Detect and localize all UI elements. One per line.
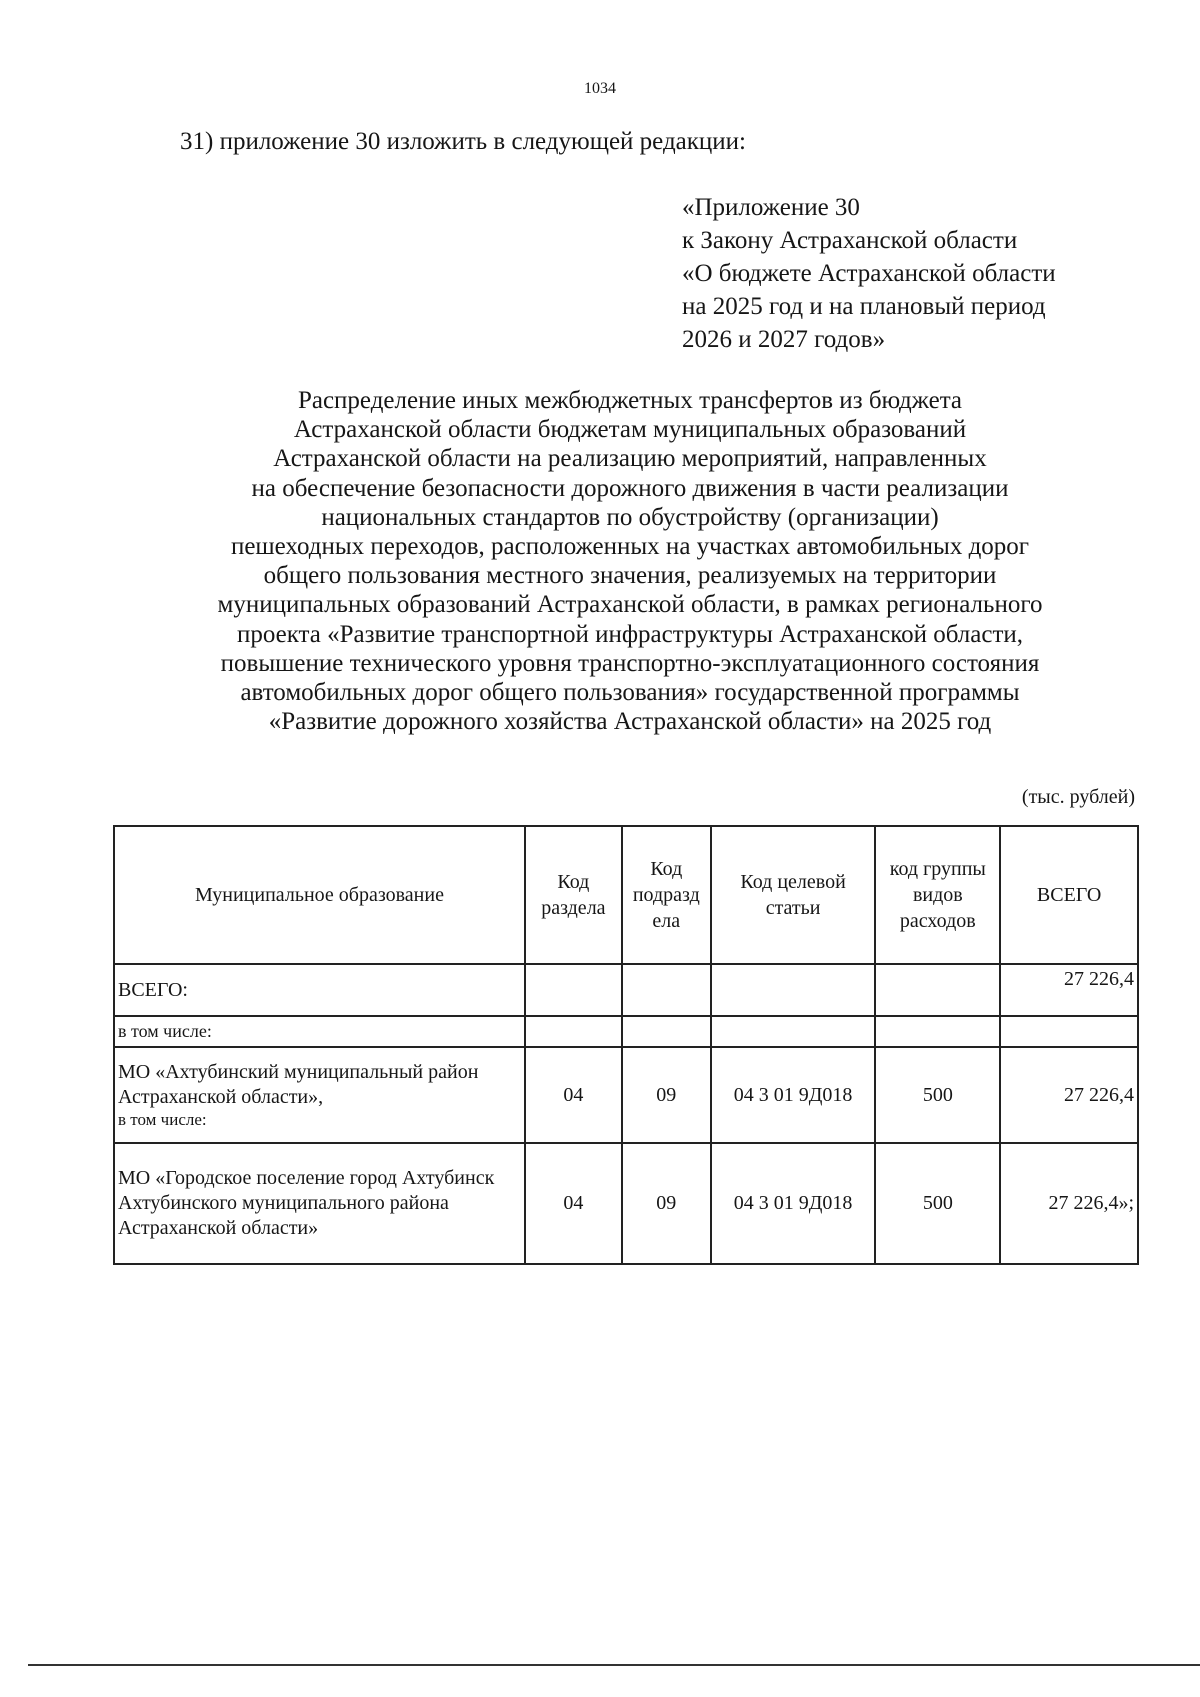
- title-line: повышение технического уровня транспортно-эксплуатационного состояния: [220, 649, 1040, 677]
- title-line: «Развитие дорожного хозяйства Астраханской области» на 2025 год: [268, 708, 992, 736]
- title-line: общего пользования местного значения, реализуемых на территории: [263, 562, 997, 590]
- table-header-row: [114, 826, 1138, 964]
- cell-group: [875, 1016, 1000, 1047]
- cell-total: 27 226,4: [1000, 1047, 1138, 1143]
- cell-target: 04 3 01 9Д018: [711, 1047, 876, 1143]
- appendix-line: «Приложение 30: [682, 194, 860, 221]
- cell-total: [1000, 1016, 1138, 1047]
- title-line: национальных стандартов по обустройству (организации): [321, 503, 939, 531]
- appendix-header: [682, 191, 1056, 356]
- cell-section: [525, 1016, 622, 1047]
- title-line: Распределение иных межбюджетных трансфертов из бюджета: [297, 387, 963, 414]
- cell-note: в том числе:: [118, 1110, 207, 1129]
- amendment-intro: 31) приложение 30 изложить в следующей редакции:: [180, 128, 746, 155]
- header-total: ВСЕГО: [1000, 826, 1138, 964]
- table-row: [114, 1143, 1138, 1264]
- cell-target: [711, 964, 876, 1016]
- cell-section: 04: [525, 1143, 622, 1264]
- cell-total: 27 226,4: [1000, 964, 1138, 1016]
- document-title: [130, 386, 1130, 736]
- title-line: проекта «Развитие транспортной инфраструктуры Астраханской области,: [236, 620, 1024, 648]
- cell-name-group: [114, 1047, 525, 1143]
- cell-name: МО «Ахтубинский муниципальный район Астраханской области»,: [118, 1061, 479, 1108]
- units-label: (тыс. рублей): [1021, 786, 1135, 808]
- cell-subsection: 09: [622, 1143, 711, 1264]
- page-number: 1034: [584, 80, 616, 97]
- cell-section: 04: [525, 1047, 622, 1143]
- cell-group: [875, 964, 1000, 1016]
- header-subsection-code: Код подразд ела: [622, 826, 711, 964]
- cell-subsection: [622, 964, 711, 1016]
- appendix-line: к Закону Астраханской области: [682, 227, 1018, 254]
- cell-name: ВСЕГО:: [114, 964, 525, 1016]
- header-municipality: Муниципальное образование: [114, 826, 525, 964]
- bottom-divider: [28, 1664, 1200, 1666]
- appendix-line: «О бюджете Астраханской области: [682, 260, 1056, 287]
- cell-name: в том числе:: [114, 1016, 525, 1047]
- title-line: автомобильных дорог общего пользования» государственной программы: [240, 679, 1020, 707]
- title-line: пешеходных переходов, расположенных на участках автомобильных дорог: [230, 533, 1030, 561]
- header-expense-group: код группы видов расходов: [875, 826, 1000, 964]
- cell-target: 04 3 01 9Д018: [711, 1143, 876, 1264]
- cell-group: 500: [875, 1047, 1000, 1143]
- cell-target: [711, 1016, 876, 1047]
- cell-total: 27 226,4»;: [1000, 1143, 1138, 1264]
- appendix-line: 2026 и 2027 годов»: [682, 326, 886, 353]
- cell-group: 500: [875, 1143, 1000, 1264]
- cell-subsection: 09: [622, 1047, 711, 1143]
- cell-section: [525, 964, 622, 1016]
- budget-table: [113, 825, 1139, 1265]
- header-target-code: Код целевой статьи: [711, 826, 876, 964]
- table-row: [114, 1016, 1138, 1047]
- title-line: муниципальных образований Астраханской области, в рамках регионального: [217, 591, 1043, 619]
- header-section-code: Код раздела: [525, 826, 622, 964]
- cell-name: МО «Городское поселение город Ахтубинск Ахтубинского муниципального района Астраханской области»: [114, 1143, 525, 1264]
- cell-subsection: [622, 1016, 711, 1047]
- title-line: на обеспечение безопасности дорожного движения в части реализации: [251, 474, 1009, 502]
- title-line: Астраханской области бюджетам муниципальных образований: [293, 416, 967, 444]
- title-line: Астраханской области на реализацию мероприятий, направленных: [273, 445, 987, 473]
- table-row: [114, 964, 1138, 1016]
- appendix-line: на 2025 год и на плановый период: [682, 293, 1046, 320]
- table-row: [114, 1047, 1138, 1143]
